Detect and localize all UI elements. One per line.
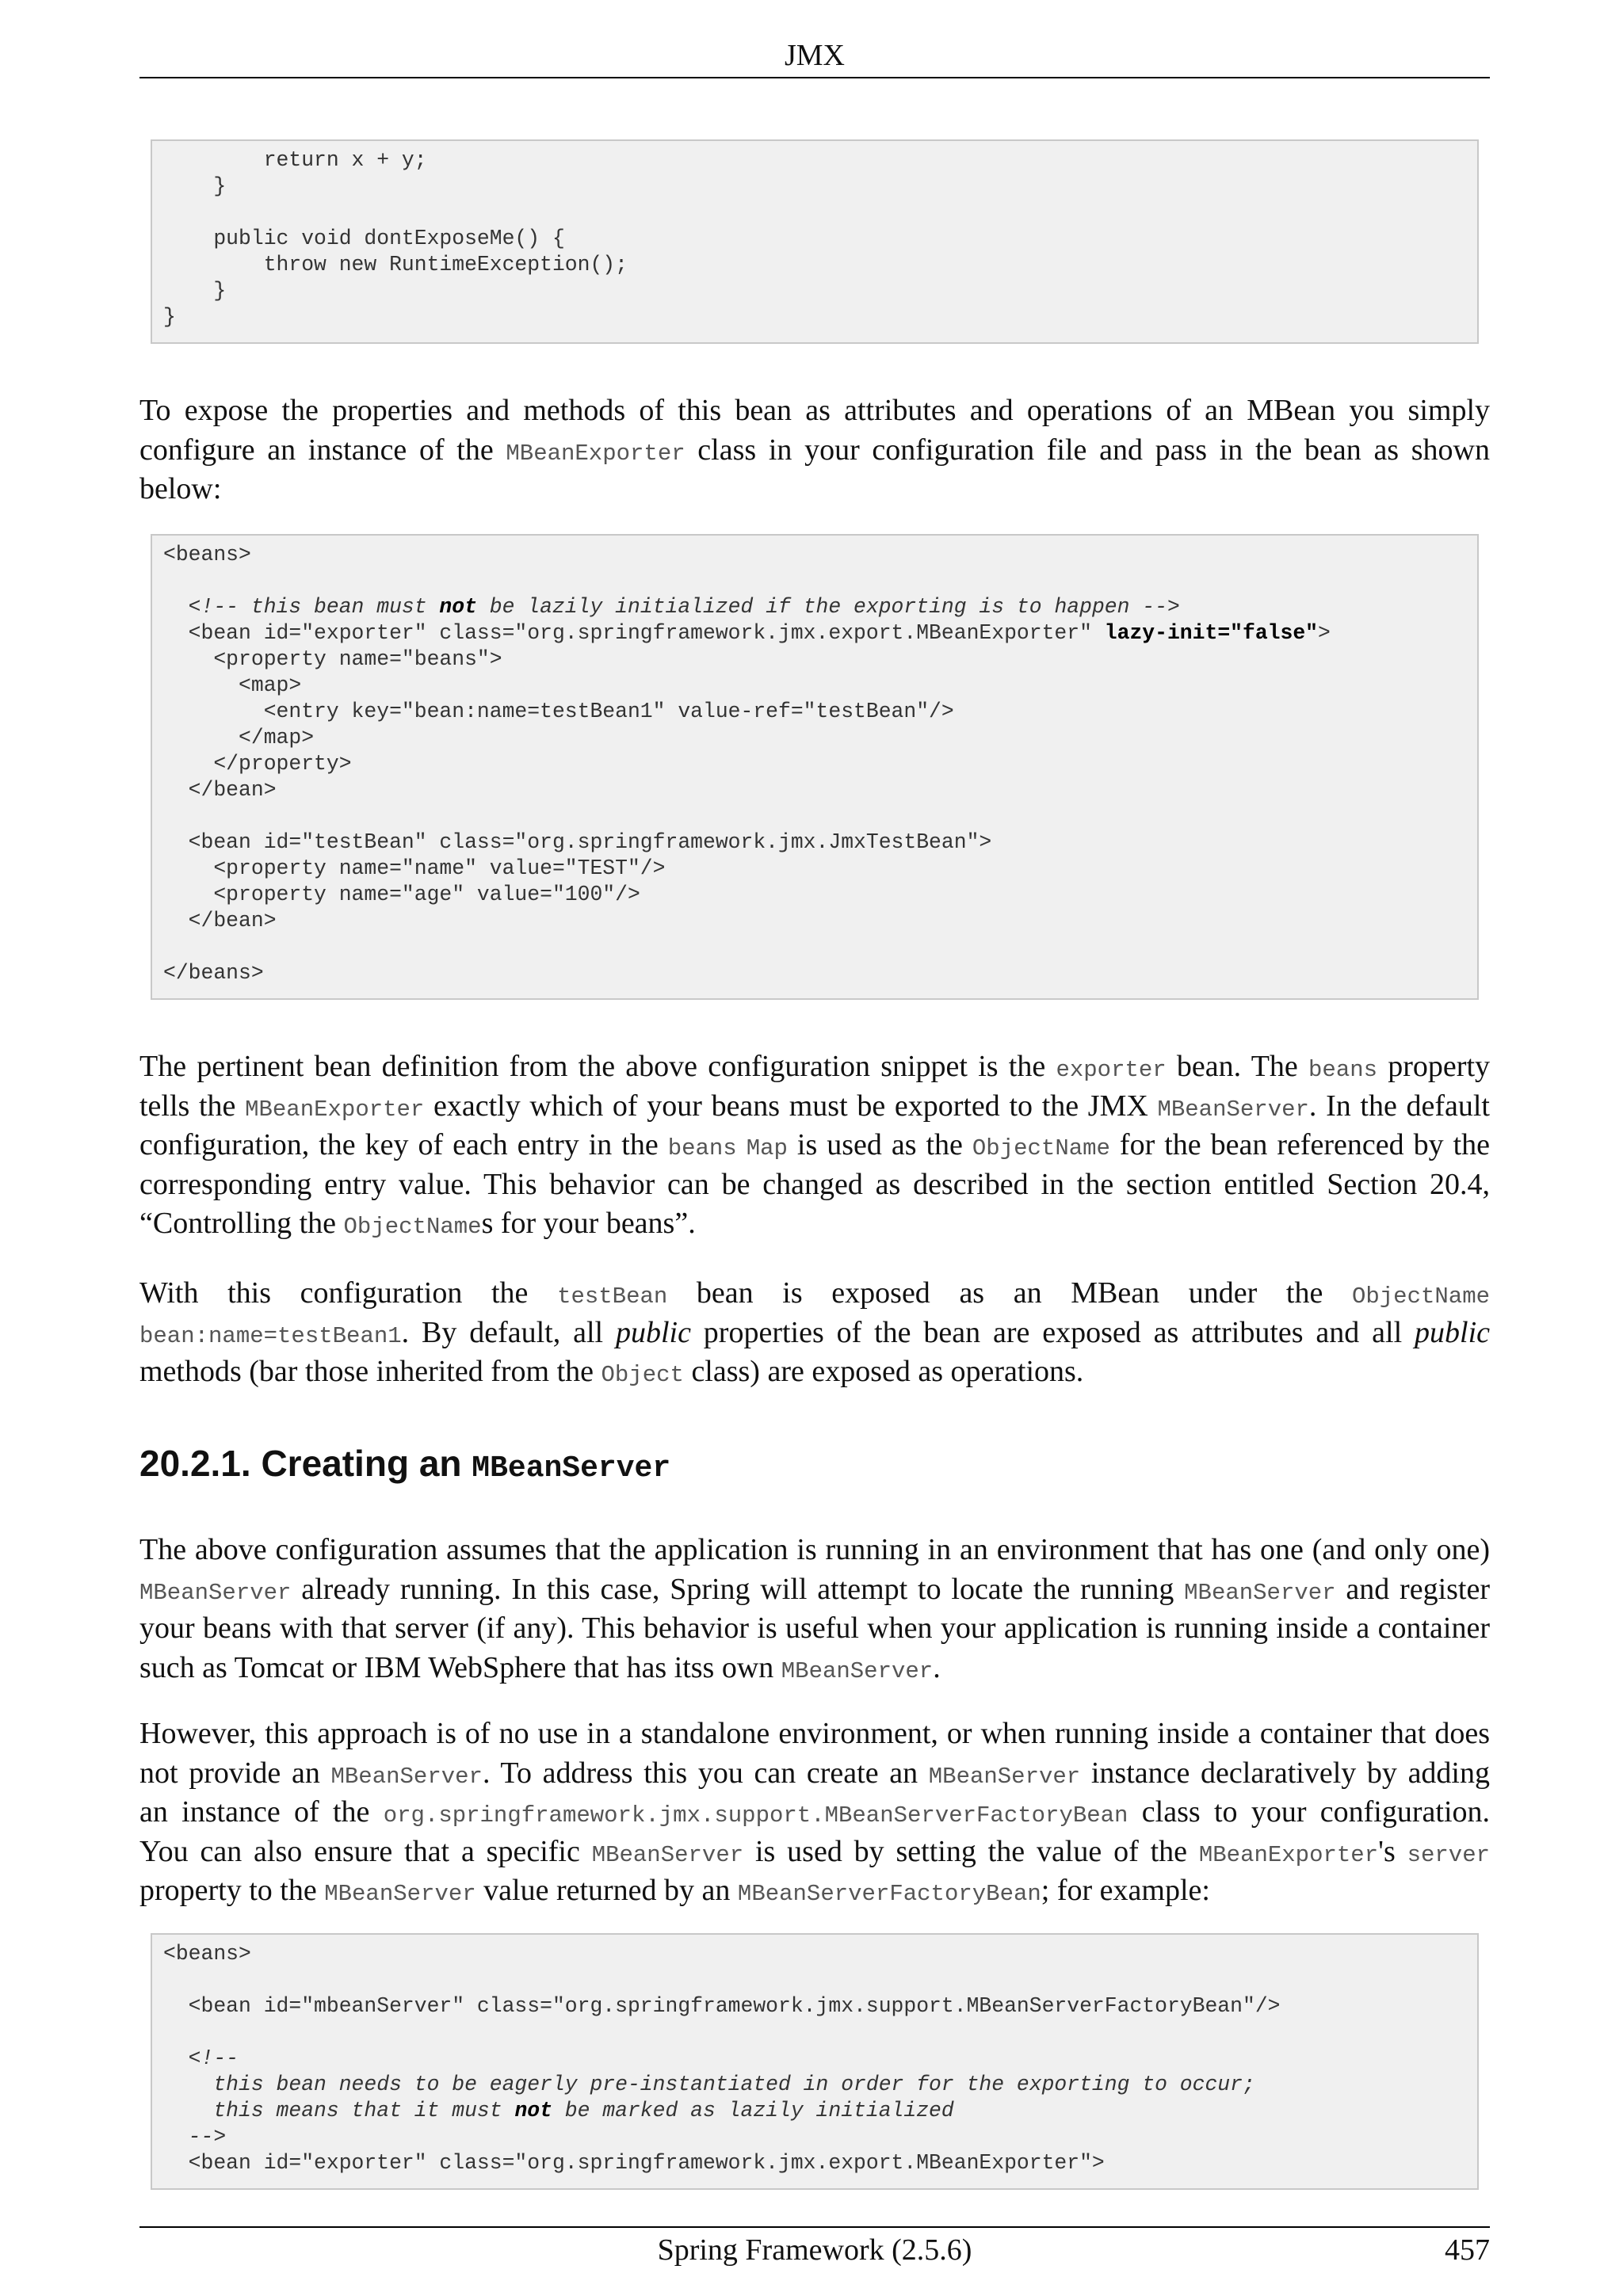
inline-code: ObjectName: [972, 1135, 1110, 1161]
emphasis-text: public: [615, 1315, 691, 1349]
text-run: class in your configuration file and pass in the bean as shown: [685, 433, 1490, 467]
section-heading: [139, 1442, 670, 1486]
text-run: [737, 1128, 747, 1161]
text-run: property to the: [139, 1874, 325, 1907]
text-run: such as Tomcat or IBM WebSphere that has itss own: [139, 1650, 781, 1684]
code-comment: be lazily initialized if the exporting is to happen -->: [476, 595, 1180, 619]
inline-code: org.springframework.jmx.support.MBeanServerFactoryBean: [383, 1802, 1128, 1829]
text-line: [139, 1754, 1490, 1794]
heading-code: MBeanServer: [472, 1451, 671, 1486]
code-line: [163, 568, 1466, 594]
text-run: .: [933, 1650, 941, 1684]
text-line: [139, 1204, 1490, 1244]
paragraph-pertinent: [139, 1047, 1490, 1244]
text-run: . In the default: [1308, 1089, 1490, 1123]
inline-code: beans: [1308, 1057, 1378, 1083]
code-line: <bean id="testBean" class="org.springframework.jmx.JmxTestBean">: [163, 830, 992, 854]
heading-text: 20.2.1. Creating an: [139, 1443, 472, 1484]
text-line: below:: [139, 472, 222, 505]
inline-code: MBeanServer: [781, 1657, 934, 1684]
code-emphasis: not: [514, 2099, 552, 2122]
text-line: [139, 1871, 1490, 1911]
inline-code: MBeanServer: [324, 1881, 476, 1907]
code-line: [163, 803, 1466, 830]
code-comment-line: [163, 2098, 1466, 2124]
inline-code: MBeanExporter: [1198, 1841, 1379, 1868]
code-line: }: [163, 279, 227, 303]
text-run: configure an instance of the: [139, 433, 506, 467]
text-line: [139, 1047, 1490, 1087]
footer-rule: [139, 2226, 1490, 2228]
text-run: is used by setting the value of the: [743, 1834, 1199, 1868]
text-line: [139, 1087, 1490, 1127]
code-line: <property name="name" value="TEST"/>: [163, 856, 666, 880]
code-comment-line: [163, 594, 1466, 620]
paragraph-configuration: [139, 1274, 1490, 1392]
inline-code: MBeanServer: [139, 1579, 292, 1606]
text-run: “Controlling the: [139, 1207, 344, 1240]
text-line: However, this approach is of no use in a standalone environment, or when running inside a container that does: [139, 1717, 1490, 1750]
text-run: . By default, all: [401, 1315, 616, 1349]
text-run: property: [1377, 1050, 1490, 1083]
text-line: To expose the properties and methods of this bean as attributes and operations of an MBean you simply: [139, 394, 1490, 427]
code-block-2: [151, 534, 1479, 1000]
code-line: </beans>: [163, 961, 264, 985]
text-line: [139, 1833, 1490, 1872]
text-run: instance declaratively by adding: [1080, 1756, 1490, 1790]
text-line: [139, 1649, 1490, 1688]
text-line: [139, 1314, 1490, 1353]
text-line: [139, 1570, 1490, 1610]
text-run: . To address this you can create an: [482, 1756, 929, 1790]
code-line: }: [163, 174, 227, 198]
text-run: You can also ensure that a specific: [139, 1834, 592, 1868]
code-line: <entry key="bean:name=testBean1" value-ref="testBean"/>: [163, 700, 954, 723]
code-line: public void dontExposeMe() {: [163, 227, 565, 250]
paragraph-assumes: [139, 1531, 1490, 1688]
text-run: not provide an: [139, 1756, 331, 1790]
text-run: properties of the bean are exposed as attributes and all: [690, 1315, 1415, 1349]
text-run: already running. In this case, Spring will attempt to locate the running: [291, 1572, 1185, 1606]
inline-code: MBeanExporter: [245, 1096, 425, 1123]
code-line: return x + y;: [163, 148, 427, 172]
code-line: <bean id="mbeanServer" class="org.springframework.jmx.support.MBeanServerFactoryBean"/>: [163, 1994, 1281, 2018]
inline-code: MBeanServer: [1184, 1579, 1336, 1606]
code-block-3: [151, 1933, 1479, 2190]
code-line: </bean>: [163, 778, 277, 802]
code-line: </map>: [163, 726, 315, 749]
code-line: <beans>: [163, 1942, 251, 1966]
inline-code: bean:name=testBean1: [139, 1322, 402, 1349]
code-comment: <!-- this bean must: [163, 595, 440, 619]
code-emphasis: lazy-init="false": [1104, 621, 1319, 645]
text-line: corresponding entry value. This behavior can be changed as described in the section entitled Section 20.4,: [139, 1167, 1490, 1201]
text-run: an instance of the: [139, 1795, 384, 1829]
page-header: JMX: [784, 39, 846, 72]
footer-title: Spring Framework (2.5.6): [657, 2233, 972, 2267]
paragraph-standalone: [139, 1714, 1490, 1911]
code-comment: be marked as lazily initialized: [552, 2099, 954, 2122]
code-comment-line: [163, 2046, 1466, 2072]
inline-code: MBeanServerFactoryBean: [737, 1881, 1041, 1907]
inline-code: Object: [601, 1362, 684, 1388]
text-run: class to your configuration.: [1128, 1795, 1491, 1829]
code-line: <map>: [163, 673, 302, 697]
code-line: [163, 620, 1466, 646]
inline-code: ObjectName: [1351, 1283, 1490, 1310]
text-line: [139, 431, 1490, 471]
text-run: class) are exposed as operations.: [683, 1355, 1084, 1388]
text-run: and register: [1335, 1572, 1490, 1606]
code-line: </property>: [163, 752, 352, 776]
paragraph-expose: [139, 391, 1490, 509]
inline-code: MBeanServer: [928, 1763, 1081, 1790]
inline-code: Map: [746, 1135, 788, 1161]
code-comment: <!--: [163, 2046, 239, 2070]
inline-code: ObjectName: [343, 1214, 482, 1240]
inline-code: MBeanServer: [591, 1841, 744, 1868]
code-comment: this bean needs to be eagerly pre-instantiated in order for the exporting to occur;: [163, 2073, 1255, 2096]
text-line: [139, 1352, 1490, 1392]
code-line: [163, 2019, 1466, 2046]
text-run: bean. The: [1166, 1050, 1309, 1083]
inline-code: MBeanExporter: [506, 440, 685, 467]
inline-code: testBean: [557, 1283, 668, 1310]
text-run: bean is exposed as an MBean under the: [667, 1276, 1352, 1310]
code-line: throw new RuntimeException();: [163, 253, 628, 277]
inline-code: MBeanServer: [330, 1763, 483, 1790]
text-line: The above configuration assumes that the application is running in an environment that has one (and only one): [139, 1533, 1490, 1566]
code-line: <beans>: [163, 543, 251, 566]
code-line: [163, 200, 1466, 226]
inline-code: beans: [667, 1135, 737, 1161]
code-emphasis: not: [439, 595, 477, 619]
inline-code: exporter: [1056, 1057, 1167, 1083]
code-line: [163, 934, 1466, 960]
text-run: With this configuration the: [139, 1276, 558, 1310]
text-run: tells the: [139, 1089, 246, 1123]
text-run: ; for example:: [1041, 1874, 1210, 1907]
code-comment: -->: [163, 2125, 227, 2149]
page-number: 457: [1445, 2233, 1490, 2267]
text-run: methods (bar those inherited from the: [139, 1355, 601, 1388]
text-run: value returned by an: [475, 1874, 738, 1907]
code-line: <bean id="exporter" class="org.springframework.jmx.export.MBeanExporter">: [163, 2151, 1105, 2175]
text-run: The pertinent bean definition from the above configuration snippet is the: [139, 1050, 1056, 1083]
text-line: [139, 1126, 1490, 1165]
text-line: your beans with that server (if any). This behavior is useful when your application is running inside a container: [139, 1611, 1490, 1645]
text-run: configuration, the key of each entry in the: [139, 1128, 668, 1161]
text-line: [139, 1793, 1490, 1833]
text-run: for the bean referenced by the: [1109, 1128, 1491, 1161]
text-run: 's: [1378, 1834, 1407, 1868]
emphasis-text: public: [1415, 1315, 1490, 1349]
code-line: }: [163, 305, 176, 329]
code-line: <property name="age" value="100"/>: [163, 883, 640, 906]
code-line: </bean>: [163, 909, 277, 933]
code-comment-line: [163, 2072, 1466, 2098]
code-comment-line: [163, 2124, 1466, 2150]
inline-code: server: [1407, 1841, 1491, 1868]
inline-code: MBeanServer: [1157, 1096, 1309, 1123]
text-run: s for your beans”.: [481, 1207, 696, 1240]
code-run: >: [1318, 621, 1331, 645]
text-run: is used as the: [787, 1128, 972, 1161]
header-rule: [139, 77, 1490, 78]
code-comment: this means that it must: [163, 2099, 515, 2122]
code-line: [163, 1967, 1466, 1993]
code-run: <bean id="exporter" class="org.springframework.jmx.export.MBeanExporter": [163, 621, 1105, 645]
code-line: <property name="beans">: [163, 647, 502, 671]
code-block-1: [151, 139, 1479, 344]
text-line: [139, 1274, 1490, 1314]
text-run: exactly which of your beans must be exported to the JMX: [424, 1089, 1158, 1123]
